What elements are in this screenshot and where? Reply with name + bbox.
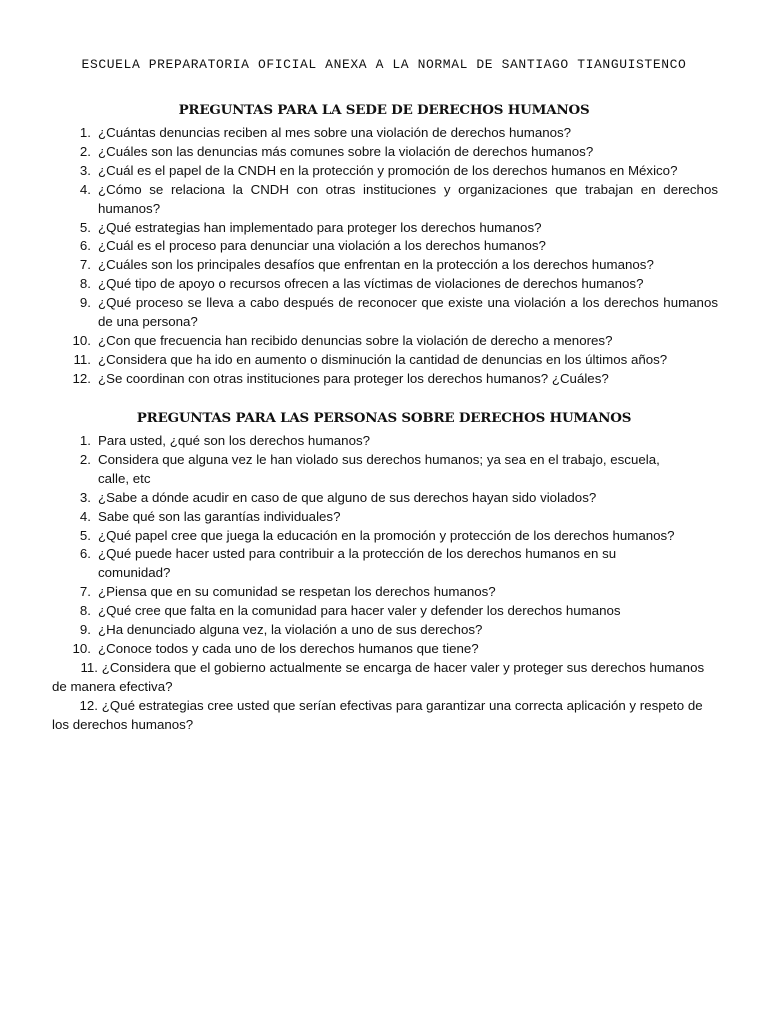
question-number: 11.	[73, 351, 91, 367]
question-text: ¿Cuáles son las denuncias más comunes sobre la violación de derechos humanos?	[98, 143, 594, 159]
question-number: 7.	[79, 257, 91, 273]
question-number: 11.	[80, 659, 98, 675]
question-item	[52, 162, 718, 181]
question-text: ¿Cuántas denuncias reciben al mes sobre una violación de derechos humanos?	[98, 125, 572, 140]
question-text: ¿Qué proceso se lleva a cabo después de reconocer que existe una violación a los derechos humanos de una persona?	[98, 295, 718, 330]
question-item	[52, 370, 718, 389]
question-item	[52, 489, 718, 508]
question-number: 2.	[79, 451, 91, 467]
question-text: ¿Conoce todos y cada uno de los derechos humanos que tiene?	[98, 640, 479, 656]
question-number: 6.	[79, 238, 91, 254]
question-list-sede	[52, 124, 718, 389]
question-text: ¿Qué tipo de apoyo o recursos ofrecen a las víctimas de violaciones de derechos humanos?	[98, 276, 644, 292]
question-text: ¿Qué cree que falta en la comunidad para hacer valer y defender los derechos humanos	[98, 603, 621, 619]
question-text: ¿Con que frecuencia han recibido denuncias sobre la violación de derecho a menores?	[98, 332, 613, 348]
section-title-sede: PREGUNTAS PARA LA SEDE DE DERECHOS HUMANOS	[178, 102, 590, 118]
question-item	[52, 545, 718, 583]
question-item	[52, 583, 718, 602]
question-text: ¿Sabe a dónde acudir en caso de que alguno de sus derechos hayan sido violados?	[98, 489, 597, 505]
question-number: 5.	[79, 219, 91, 235]
question-text: ¿Cuáles son los principales desafíos que enfrentan en la protección a los derechos humanos?	[98, 257, 654, 273]
question-text: ¿Considera que ha ido en aumento o disminución la cantidad de denuncias en los últimos años?	[98, 351, 668, 367]
question-number: 9.	[79, 295, 91, 311]
section-title-personas: PREGUNTAS PARA LAS PERSONAS SOBRE DERECHOS HUMANOS	[136, 410, 632, 426]
question-text: ¿Cuál es el papel de la CNDH en la protección y promoción de los derechos humanos en México?	[98, 162, 678, 178]
question-text: ¿Considera que el gobierno actualmente se encarga de hacer valer y proteger sus derechos humanos de manera efectiva?	[52, 659, 705, 694]
question-number: 6.	[79, 546, 91, 562]
question-item	[52, 508, 718, 527]
question-text: ¿Cuál es el proceso para denunciar una violación a los derechos humanos?	[98, 238, 546, 254]
school-name: ESCUELA PREPARATORIA OFICIAL ANEXA A LA NORMAL DE SANTIAGO TIANGUISTENCO	[81, 57, 687, 72]
question-item	[52, 351, 718, 370]
question-item	[52, 432, 718, 451]
question-text: ¿Qué papel cree que juega la educación en la promoción y protección de los derechos humanos?	[98, 527, 675, 543]
question-text: ¿Qué estrategias han implementado para proteger los derechos humanos?	[98, 219, 542, 235]
question-item	[52, 640, 718, 659]
question-item	[52, 256, 718, 275]
question-item	[52, 332, 718, 351]
question-number: 9.	[79, 622, 91, 638]
question-text: Considera que alguna vez le han violado sus derechos humanos; ya sea en el trabajo, escuela, calle, etc	[98, 451, 660, 486]
question-text: ¿Qué puede hacer usted para contribuir a la protección de los derechos humanos en su comunidad?	[98, 546, 617, 581]
question-text: ¿Ha denunciado alguna vez, la violación a uno de sus derechos?	[98, 622, 483, 638]
question-text: ¿Piensa que en su comunidad se respetan los derechos humanos?	[98, 584, 496, 600]
question-number: 12.	[72, 370, 91, 386]
question-text: ¿Se coordinan con otras instituciones para proteger los derechos humanos? ¿Cuáles?	[98, 370, 609, 386]
question-number: 3.	[79, 489, 91, 505]
question-item	[52, 451, 718, 489]
question-number: 3.	[79, 162, 91, 178]
question-number: 5.	[79, 527, 91, 543]
question-number: 1.	[79, 125, 91, 140]
question-number: 12.	[79, 697, 98, 713]
question-item	[52, 602, 718, 621]
question-text: ¿Qué estrategias cree usted que serían efectivas para garantizar una correcta aplicación y respeto de los derechos humanos?	[52, 697, 703, 732]
question-item	[52, 697, 718, 735]
question-item	[52, 143, 718, 162]
question-list-personas	[52, 432, 718, 735]
question-number: 10.	[72, 640, 91, 656]
question-item	[52, 219, 718, 238]
question-number: 8.	[79, 276, 91, 292]
question-number: 1.	[79, 433, 91, 448]
question-item	[52, 181, 718, 219]
question-item	[52, 275, 718, 294]
question-number: 4.	[79, 181, 91, 197]
question-number: 2.	[79, 143, 91, 159]
question-item	[52, 659, 718, 697]
question-item	[52, 621, 718, 640]
question-text: Para usted, ¿qué son los derechos humanos?	[98, 433, 371, 448]
question-number: 4.	[79, 508, 91, 524]
question-number: 8.	[79, 603, 91, 619]
question-number: 7.	[79, 584, 91, 600]
question-item	[52, 527, 718, 546]
question-item	[52, 294, 718, 332]
question-text: Sabe qué son las garantías individuales?	[98, 508, 341, 524]
question-item	[52, 237, 718, 256]
question-item	[52, 124, 718, 143]
question-number: 10.	[72, 332, 91, 348]
question-text: ¿Cómo se relaciona la CNDH con otras instituciones y organizaciones que trabajan en derechos humanos?	[98, 181, 718, 216]
